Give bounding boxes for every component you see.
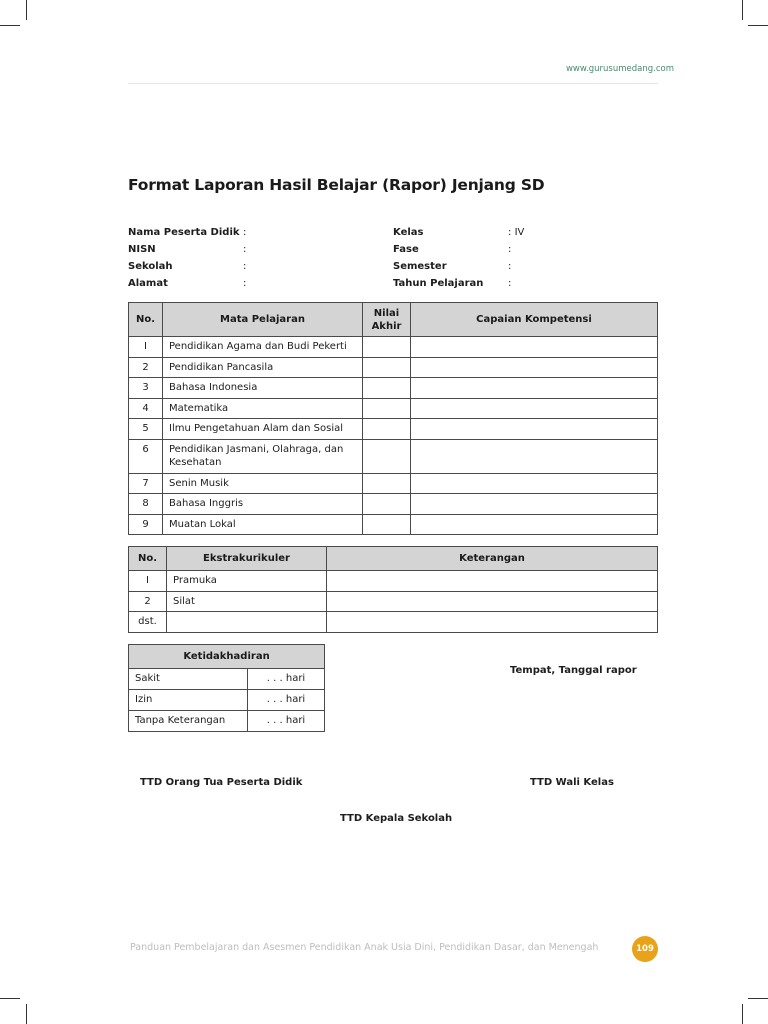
site-url[interactable]: www.gurusumedang.com bbox=[565, 64, 674, 74]
score-cell[interactable] bbox=[363, 419, 411, 440]
table-row: 3 Bahasa Indonesia bbox=[129, 378, 658, 399]
competency-cell[interactable] bbox=[411, 439, 658, 473]
info-row-sekolah: Sekolah : bbox=[128, 261, 247, 272]
table-row: 7 Senin Musik bbox=[129, 473, 658, 494]
score-cell[interactable] bbox=[363, 357, 411, 378]
crop-mark bbox=[0, 25, 20, 26]
table-row: 2 Pendidikan Pancasila bbox=[129, 357, 658, 378]
notes-cell[interactable] bbox=[327, 591, 658, 612]
document-title: Format Laporan Hasil Belajar (Rapor) Jenjang SD bbox=[128, 176, 545, 194]
score-cell[interactable] bbox=[363, 337, 411, 358]
homeroom-signature-label: TTD Wali Kelas bbox=[530, 777, 614, 788]
col-header-score: Nilai Akhir bbox=[363, 303, 411, 337]
score-cell[interactable] bbox=[363, 439, 411, 473]
attendance-table bbox=[128, 644, 325, 732]
notes-cell[interactable] bbox=[327, 612, 658, 633]
competency-cell[interactable] bbox=[411, 378, 658, 399]
table-row: I Pendidikan Agama dan Budi Pekerti bbox=[129, 337, 658, 358]
col-header-subject: Mata Pelajaran bbox=[163, 303, 363, 337]
notes-cell[interactable] bbox=[327, 571, 658, 592]
score-cell[interactable] bbox=[363, 494, 411, 515]
principal-signature-label: TTD Kepala Sekolah bbox=[340, 813, 453, 824]
table-row: 2 Silat bbox=[129, 591, 658, 612]
col-header-attendance: Ketidakhadiran bbox=[129, 645, 325, 669]
days-cell[interactable]: . . . hari bbox=[248, 690, 325, 711]
competency-cell[interactable] bbox=[411, 357, 658, 378]
competency-cell[interactable] bbox=[411, 473, 658, 494]
grades-table bbox=[128, 302, 658, 535]
table-row: I Pramuka bbox=[129, 571, 658, 592]
page-number-badge: 109 bbox=[632, 936, 658, 962]
extracurricular-table bbox=[128, 546, 658, 633]
header-divider bbox=[128, 83, 658, 84]
table-row: 6 Pendidikan Jasmani, Olahraga, dan Kesehatan bbox=[129, 439, 658, 473]
info-row-nama: Nama Peserta Didik : bbox=[128, 227, 247, 238]
table-row: Sakit . . . hari bbox=[129, 669, 325, 690]
crop-mark bbox=[748, 998, 768, 999]
competency-cell[interactable] bbox=[411, 514, 658, 535]
crop-mark bbox=[26, 1004, 27, 1024]
table-row: 9 Muatan Lokal bbox=[129, 514, 658, 535]
student-info-right bbox=[393, 224, 658, 292]
table-header-row bbox=[129, 645, 325, 669]
table-row: Tanpa Keterangan . . . hari bbox=[129, 711, 325, 732]
info-row-fase: Fase : bbox=[393, 244, 512, 255]
col-header-competency: Capaian Kompetensi bbox=[411, 303, 658, 337]
crop-mark bbox=[26, 0, 27, 20]
info-row-semester: Semester : bbox=[393, 261, 512, 272]
competency-cell[interactable] bbox=[411, 419, 658, 440]
days-cell[interactable]: . . . hari bbox=[248, 669, 325, 690]
info-row-kelas: Kelas : IV bbox=[393, 227, 525, 238]
place-date-label: Tempat, Tanggal rapor bbox=[510, 665, 637, 676]
crop-mark bbox=[742, 1004, 743, 1024]
col-header-no: No. bbox=[129, 303, 163, 337]
student-info-left bbox=[128, 224, 378, 292]
competency-cell[interactable] bbox=[411, 494, 658, 515]
score-cell[interactable] bbox=[363, 398, 411, 419]
parent-signature-label: TTD Orang Tua Peserta Didik bbox=[140, 777, 303, 788]
table-header-row bbox=[129, 303, 658, 337]
col-header-notes: Keterangan bbox=[327, 547, 658, 571]
crop-mark bbox=[0, 998, 20, 999]
score-cell[interactable] bbox=[363, 514, 411, 535]
crop-mark bbox=[742, 0, 743, 20]
footer-text: Panduan Pembelajaran dan Asesmen Pendidikan Anak Usia Dini, Pendidikan Dasar, dan Menengah bbox=[130, 942, 599, 953]
table-row: 8 Bahasa Inggris bbox=[129, 494, 658, 515]
competency-cell[interactable] bbox=[411, 398, 658, 419]
col-header-no: No. bbox=[129, 547, 167, 571]
table-header-row bbox=[129, 547, 658, 571]
table-row: Izin . . . hari bbox=[129, 690, 325, 711]
score-cell[interactable] bbox=[363, 378, 411, 399]
info-row-alamat: Alamat : bbox=[128, 278, 247, 289]
info-row-tahun: Tahun Pelajaran : bbox=[393, 278, 512, 289]
score-cell[interactable] bbox=[363, 473, 411, 494]
table-row: 5 Ilmu Pengetahuan Alam dan Sosial bbox=[129, 419, 658, 440]
days-cell[interactable]: . . . hari bbox=[248, 711, 325, 732]
table-row: 4 Matematika bbox=[129, 398, 658, 419]
table-row: dst. bbox=[129, 612, 658, 633]
info-row-nisn: NISN : bbox=[128, 244, 247, 255]
competency-cell[interactable] bbox=[411, 337, 658, 358]
crop-mark bbox=[748, 25, 768, 26]
col-header-extracurricular: Ekstrakurikuler bbox=[167, 547, 327, 571]
